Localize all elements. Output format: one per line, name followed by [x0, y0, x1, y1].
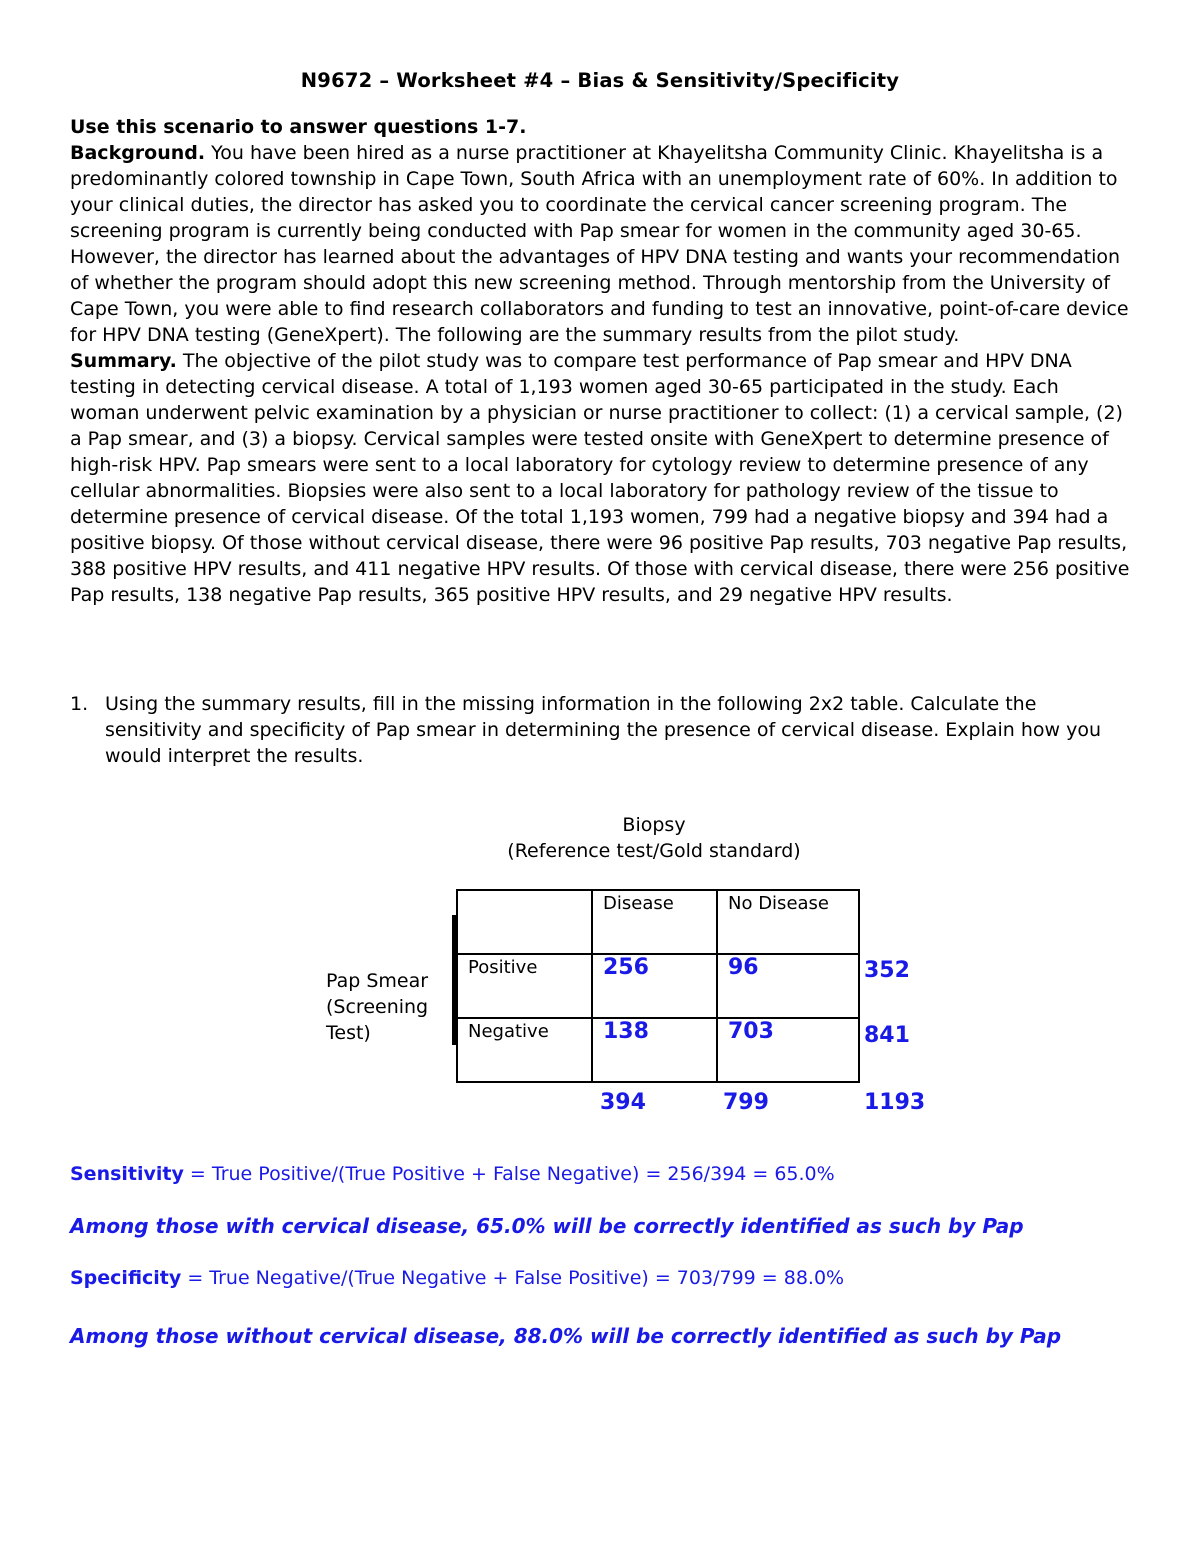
row-header-positive: Positive [457, 954, 592, 1018]
cell-false-positive [717, 954, 859, 1018]
specificity-interpretation: Among those without cervical disease, 88.0% will be correctly identified as such by Pap [70, 1324, 1062, 1348]
col-header-no-disease: No Disease [717, 890, 859, 954]
cell-value: 256 [603, 955, 649, 980]
summary-text: The objective of the pilot study was to compare test performance of Pap smear and HPV DNA testing in detecting cervical disease. A total of 1,193 women aged 30-65 participated in the study. Each woman underwent pelvic examination by a physician or nurse practitioner to collect: (1) a cervical sample, (2) a Pap smear, and (3) a biopsy. Cervical samples were tested onsite with GeneXpert to determine presence of high-risk HPV. Pap smears were sent to a local laboratory for cytology review to determine presence of any cellular abnormalities. Biopsies were also sent to a local laboratory for pathology review of the tissue to determine presence of cervical disease. Of the total 1,193 women, 799 had a negative biopsy and 394 had a positive biopsy. Of those without cervical disease, there were 96 positive Pap results, 703 negative Pap results, 388 positive HPV results, and 411 negative HPV results. Of those with cervical disease, there were 256 positive Pap results, 138 negative Pap results, 365 positive HPV results, and 29 negative HPV results. [70, 350, 1130, 606]
col-header-disease: Disease [592, 890, 717, 954]
pap-smear-label [326, 968, 428, 1046]
question-text: Using the summary results, fill in the missing information in the following 2x2 table. Calculate the sensitivity and specificity of Pap smear in determining the presence of cervical disease. Explain how you would interpret the results. [105, 693, 1102, 767]
scenario-text [70, 114, 1130, 608]
cell-false-negative [592, 1018, 717, 1082]
question-number: 1. [70, 693, 89, 715]
cell-value: 138 [603, 1019, 649, 1044]
cell-value: 703 [728, 1019, 774, 1044]
sensitivity-formula [70, 1163, 835, 1185]
table-row-negative [457, 1018, 859, 1082]
sensitivity-label: Sensitivity [70, 1163, 184, 1185]
grand-total: 1193 [864, 1090, 926, 1115]
side-label-line: (Screening [326, 996, 429, 1018]
specificity-label: Specificity [70, 1267, 182, 1289]
side-label-line: Pap Smear [326, 970, 429, 992]
col-total-disease: 394 [600, 1090, 646, 1115]
empty-corner-cell [457, 890, 592, 954]
sensitivity-interpretation: Among those with cervical disease, 65.0% will be correctly identified as such by Pap [70, 1214, 1024, 1238]
table-row-positive [457, 954, 859, 1018]
row-total-positive: 352 [864, 958, 910, 983]
sensitivity-calc: = True Positive/(True Positive + False Negative) = 256/394 = 65.0% [183, 1163, 835, 1185]
col-total-no-disease: 799 [723, 1090, 769, 1115]
side-label-line: Test) [326, 1022, 371, 1044]
background-text: You have been hired as a nurse practitioner at Khayelitsha Community Clinic. Khayelitsha is a predominantly colored township in Cape Town, South Africa with an unemployment rate of 60%. In addition to your clinical duties, the director has asked you to coordinate the cervical cancer screening program. The screening program is currently being conducted with Pap smear for women in the community aged 30-65. However, the director has learned about the advantages of HPV DNA testing and wants your recommendation of whether the program should adopt this new screening method. Through mentorship from the University of Cape Town, you were able to find research collaborators and funding to test an innovative, point-of-care device for HPV DNA testing (GeneXpert). The following are the summary results from the pilot study. [70, 142, 1129, 346]
row-total-negative: 841 [864, 1023, 910, 1048]
specificity-calc: = True Negative/(True Negative + False Positive) = 703/799 = 88.0% [181, 1267, 845, 1289]
cell-true-negative [717, 1018, 859, 1082]
summary-label: Summary. [70, 350, 177, 372]
intro-line: Use this scenario to answer questions 1-7. [70, 116, 527, 138]
specificity-formula [70, 1267, 844, 1289]
summary-paragraph [70, 348, 1130, 608]
background-paragraph [70, 140, 1130, 348]
row-header-negative: Negative [457, 1018, 592, 1082]
question-1 [70, 691, 1130, 769]
reference-label: (Reference test/Gold standard) [507, 840, 801, 862]
cell-value: 96 [728, 955, 759, 980]
two-by-two-table [456, 889, 860, 1083]
biopsy-label: Biopsy [622, 814, 686, 836]
page-title: N9672 – Worksheet #4 – Bias & Sensitivity/Specificity [300, 69, 900, 92]
background-label: Background. [70, 142, 206, 164]
table-header-row [457, 890, 859, 954]
cell-true-positive [592, 954, 717, 1018]
